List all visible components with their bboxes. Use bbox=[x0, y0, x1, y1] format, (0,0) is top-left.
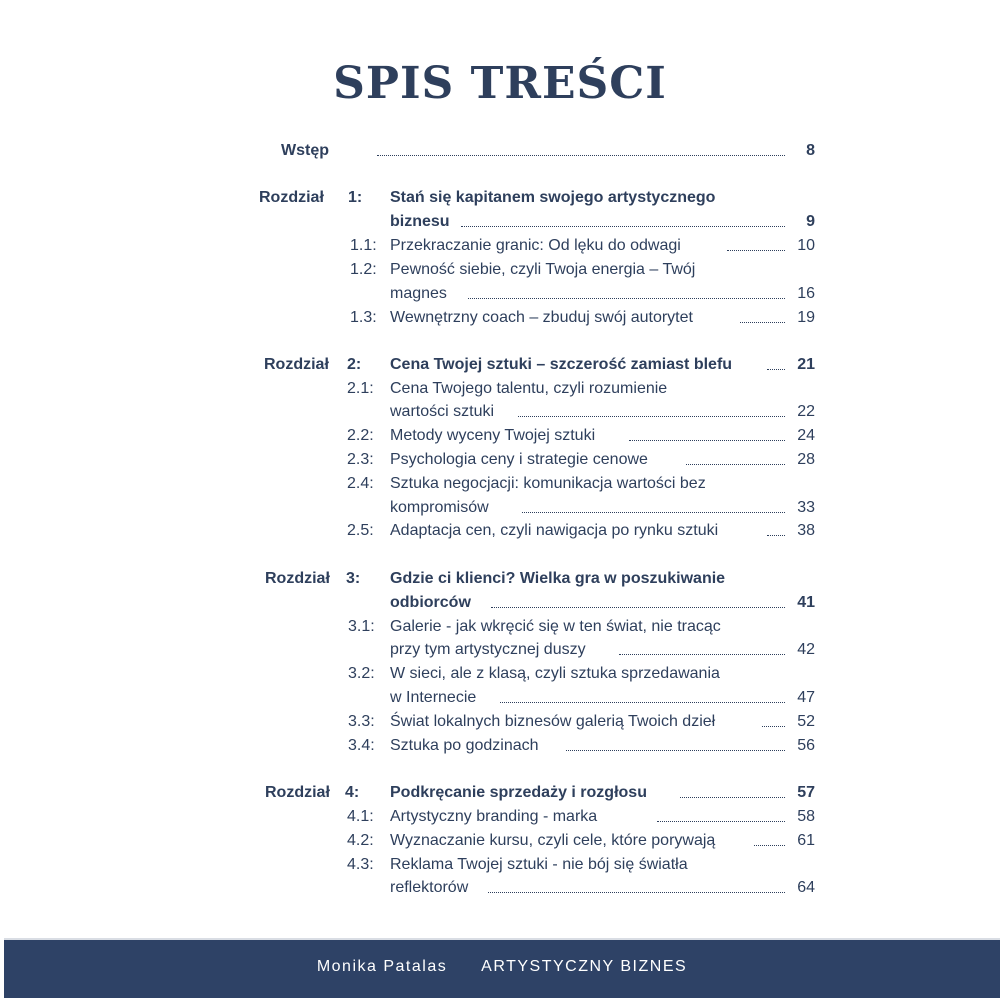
section-title: Artystyczny branding - marka bbox=[390, 808, 598, 825]
chapter-number: 1: bbox=[348, 189, 363, 206]
intro-label: Wstęp bbox=[281, 142, 329, 159]
footer-bar bbox=[4, 938, 1000, 998]
chapter-title-line2: odbiorców bbox=[390, 594, 471, 611]
section-page: 24 bbox=[797, 427, 815, 444]
section-number: 3.4: bbox=[348, 737, 375, 754]
chapter-title-line1: Gdzie ci klienci? Wielka gra w poszukiwanie bbox=[390, 570, 726, 587]
leader-dots bbox=[767, 535, 785, 536]
section-number: 3.2: bbox=[348, 665, 375, 682]
chapter-title: Cena Twojej sztuki – szczerość zamiast blefu bbox=[390, 356, 733, 373]
section-number: 3.1: bbox=[348, 618, 375, 635]
section-page: 38 bbox=[797, 522, 815, 539]
leader-dots bbox=[491, 607, 785, 608]
section-title: Sztuka po godzinach bbox=[390, 737, 539, 754]
section-title: Przekraczanie granic: Od lęku do odwagi bbox=[390, 237, 681, 254]
chapter-number: 4: bbox=[345, 784, 360, 801]
leader-dots bbox=[518, 416, 785, 417]
leader-dots bbox=[657, 821, 785, 822]
chapter-number: 3: bbox=[346, 570, 361, 587]
section-page: 10 bbox=[797, 237, 815, 254]
chapter-title-line2: biznesu bbox=[390, 213, 450, 230]
section-page: 19 bbox=[797, 309, 815, 326]
section-page: 52 bbox=[797, 713, 815, 730]
section-title-line2: w Internecie bbox=[390, 689, 477, 706]
section-number: 4.3: bbox=[347, 856, 374, 873]
leader-dots bbox=[740, 322, 785, 323]
leader-dots bbox=[461, 226, 785, 227]
chapter-page: 41 bbox=[797, 594, 815, 611]
section-page: 33 bbox=[797, 499, 815, 516]
section-page: 61 bbox=[797, 832, 815, 849]
section-number: 3.3: bbox=[348, 713, 375, 730]
intro-page: 8 bbox=[806, 142, 815, 159]
chapter-label: Rozdział bbox=[259, 189, 324, 206]
section-title-line2: przy tym artystycznej duszy bbox=[390, 641, 586, 658]
section-page: 22 bbox=[797, 403, 815, 420]
footer-author: Monika Patalas bbox=[316, 958, 448, 975]
section-number: 2.2: bbox=[347, 427, 374, 444]
section-number: 2.5: bbox=[347, 522, 374, 539]
leader-dots bbox=[762, 726, 785, 727]
chapter-page: 9 bbox=[806, 213, 815, 230]
section-number: 2.1: bbox=[347, 380, 374, 397]
chapter-title: Podkręcanie sprzedaży i rozgłosu bbox=[390, 784, 647, 801]
section-title-line2: wartości sztuki bbox=[390, 403, 495, 420]
leader-dots bbox=[488, 892, 785, 893]
section-number: 1.3: bbox=[350, 309, 377, 326]
section-page: 42 bbox=[797, 641, 815, 658]
leader-dots bbox=[767, 369, 785, 370]
section-title: Psychologia ceny i strategie cenowe bbox=[390, 451, 648, 468]
section-page: 58 bbox=[797, 808, 815, 825]
section-title-line1: W sieci, ale z klasą, czyli sztuka sprzedawania bbox=[390, 665, 720, 682]
leader-dots bbox=[500, 702, 785, 703]
section-page: 64 bbox=[797, 879, 815, 896]
section-number: 1.1: bbox=[350, 237, 377, 254]
section-number: 4.2: bbox=[347, 832, 374, 849]
section-title: Wyznaczanie kursu, czyli cele, które porywają bbox=[390, 832, 716, 849]
page-title: SPIS TREŚCI bbox=[333, 58, 667, 109]
section-title-line2: magnes bbox=[390, 285, 447, 302]
section-title-line1: Reklama Twojej sztuki - nie bój się światła bbox=[390, 856, 688, 873]
section-title-line1: Cena Twojego talentu, czyli rozumienie bbox=[390, 380, 668, 397]
leader-dots bbox=[619, 654, 785, 655]
leader-dots bbox=[727, 250, 785, 251]
chapter-label: Rozdział bbox=[264, 356, 329, 373]
footer-text bbox=[4, 958, 1000, 976]
section-title-line1: Galerie - jak wkręcić się w ten świat, nie tracąc bbox=[390, 618, 721, 635]
section-number: 2.4: bbox=[347, 475, 374, 492]
leader-dots bbox=[686, 464, 785, 465]
footer-book-title: ARTYSTYCZNY BIZNES bbox=[481, 958, 688, 975]
chapter-page: 21 bbox=[797, 356, 815, 373]
chapter-title-line1: Stań się kapitanem swojego artystycznego bbox=[390, 189, 716, 206]
section-title-line2: reflektorów bbox=[390, 879, 469, 896]
section-title-line1: Sztuka negocjacji: komunikacja wartości bez bbox=[390, 475, 706, 492]
leader-dots bbox=[566, 750, 785, 751]
section-title-line2: kompromisów bbox=[390, 499, 489, 516]
section-page: 56 bbox=[797, 737, 815, 754]
section-title: Wewnętrzny coach – zbuduj swój autorytet bbox=[390, 309, 693, 326]
chapter-number: 2: bbox=[347, 356, 362, 373]
leader-dots bbox=[754, 845, 785, 846]
leader-dots bbox=[629, 440, 785, 441]
section-number: 4.1: bbox=[347, 808, 374, 825]
leader-dots bbox=[522, 512, 785, 513]
chapter-label: Rozdział bbox=[265, 784, 330, 801]
chapter-label: Rozdział bbox=[265, 570, 330, 587]
section-page: 16 bbox=[797, 285, 815, 302]
leader-dots bbox=[468, 298, 785, 299]
section-title: Świat lokalnych biznesów galerią Twoich dzieł bbox=[390, 713, 716, 730]
section-page: 47 bbox=[797, 689, 815, 706]
section-page: 28 bbox=[797, 451, 815, 468]
leader-dots bbox=[680, 797, 785, 798]
section-title: Metody wyceny Twojej sztuki bbox=[390, 427, 596, 444]
chapter-page: 57 bbox=[797, 784, 815, 801]
section-title: Adaptacja cen, czyli nawigacja po rynku sztuki bbox=[390, 522, 719, 539]
section-number: 2.3: bbox=[347, 451, 374, 468]
section-number: 1.2: bbox=[350, 261, 377, 278]
section-title-line1: Pewność siebie, czyli Twoja energia – Twój bbox=[390, 261, 696, 278]
leader-dots bbox=[377, 155, 785, 156]
